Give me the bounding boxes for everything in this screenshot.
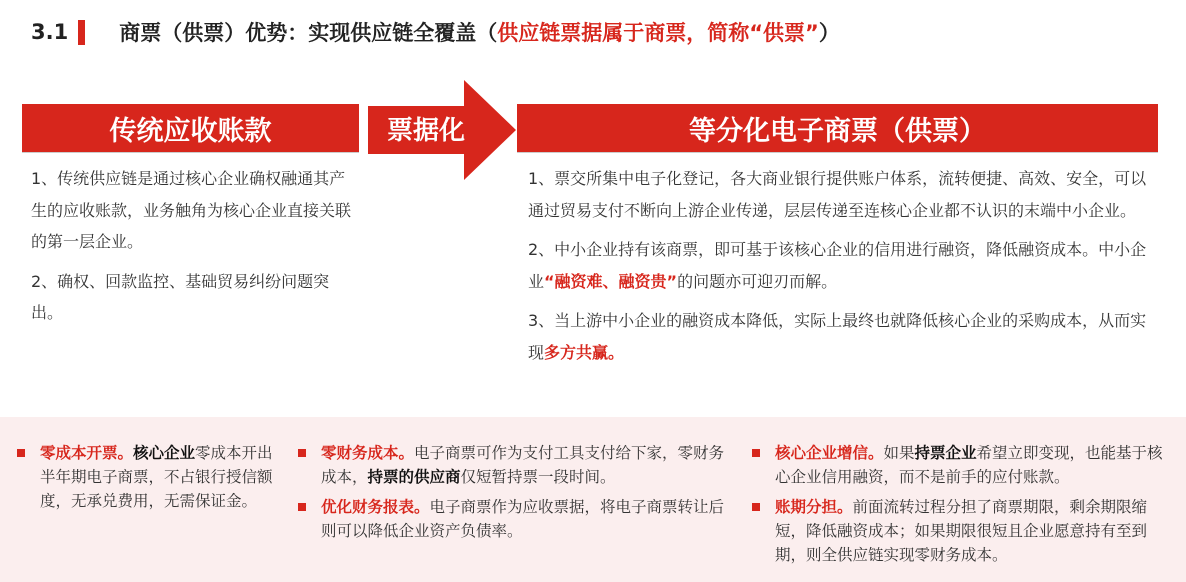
bullet-square-icon [298, 449, 306, 457]
benefit-bold: 持票企业 [914, 444, 977, 462]
right-point-2-text-a: 2、中小企业持有该商票，即可基于该核心企业的信用进行融资，降低融资成本。中小企业 [528, 240, 1147, 291]
right-point-3 [528, 305, 1156, 368]
title-close: ） [818, 21, 840, 45]
benefit-text: 前面流转过程分担了商票期限，剩余期限缩短，降低融资成本；如果期限很短且企业愿意持有至到期，则全供应链实现零财务成本。 [775, 498, 1148, 564]
benefits-column-2 [298, 441, 728, 549]
left-column [31, 163, 356, 337]
benefit-title: 核心企业增信。 [775, 444, 884, 462]
bullet-square-icon [17, 449, 25, 457]
benefit-text: 仅短暂持票一段时间。 [460, 468, 616, 486]
benefit-item [298, 441, 728, 489]
right-divider [517, 152, 1158, 153]
benefit-title: 零成本开票。 [40, 444, 134, 462]
benefit-item [752, 495, 1177, 567]
section-number: 3.1 [31, 20, 69, 44]
page-title [31, 14, 840, 50]
benefits-column-3 [752, 441, 1177, 573]
left-divider [22, 152, 359, 153]
right-point-1: 1、票交所集中电子化登记，各大商业银行提供账户体系，流转便捷、高效、安全，可以通过贸易支付不断向上游企业传递，层层传递至连核心企业都不认识的末端中小企业。 [528, 169, 1147, 220]
bullet-square-icon [752, 449, 760, 457]
benefit-bold: 核心企业 [133, 444, 196, 462]
right-point-2-highlight: “融资难、融资贵” [544, 271, 678, 291]
right-column [528, 163, 1156, 376]
title-bar-decoration [78, 20, 85, 45]
right-point-3-text: 3、当上游中小企业的融资成本降低，实际上最终也就降低核心企业的采购成本，从而实现 [528, 311, 1147, 362]
bullet-square-icon [752, 503, 760, 511]
benefit-text: 如果 [883, 444, 915, 462]
benefit-title: 优化财务报表。 [321, 498, 430, 516]
benefit-text: 零成本开出半年期电子商票，不占银行授信额度，无承兑费用，无需保证金。 [40, 444, 273, 510]
benefit-title: 零财务成本。 [321, 444, 415, 462]
arrow-label: 票据化 [386, 115, 465, 146]
benefit-bold: 持票的供应商 [367, 468, 461, 486]
bullet-square-icon [298, 503, 306, 511]
benefit-item [17, 441, 275, 513]
benefit-text: 电子商票作为应收票据，将电子商票转让后则可以降低企业资产负债率。 [321, 498, 725, 540]
benefit-item [298, 495, 728, 543]
right-banner: 等分化电子商票（供票） [517, 104, 1158, 152]
right-point-3-highlight: 多方共赢。 [544, 342, 625, 362]
benefit-text: 希望立即变现，也能基于核心企业信用融资，而不是前手的应付账款。 [775, 444, 1163, 486]
benefits-column-1 [17, 441, 275, 519]
benefits-panel [0, 417, 1186, 582]
right-point-2 [528, 234, 1156, 297]
title-highlight: 供应链票据属于商票，简称“供票” [497, 21, 819, 45]
right-point-2-text-b: 的问题亦可迎刃而解。 [677, 271, 838, 291]
left-point-2: 2、确权、回款监控、基础贸易纠纷问题突出。 [31, 271, 330, 322]
benefit-text: 电子商票可作为支付工具支付给下家，零财务成本， [321, 444, 725, 486]
title-main: 商票（供票）优势：实现供应链全覆盖（ [119, 21, 498, 45]
left-banner: 传统应收账款 [22, 104, 359, 152]
left-point-1: 1、传统供应链是通过核心企业确权融通其产生的应收账款，业务触角为核心企业直接关联的第一层企业。 [31, 169, 352, 251]
benefit-title: 账期分担。 [775, 498, 853, 516]
benefit-item [752, 441, 1177, 489]
